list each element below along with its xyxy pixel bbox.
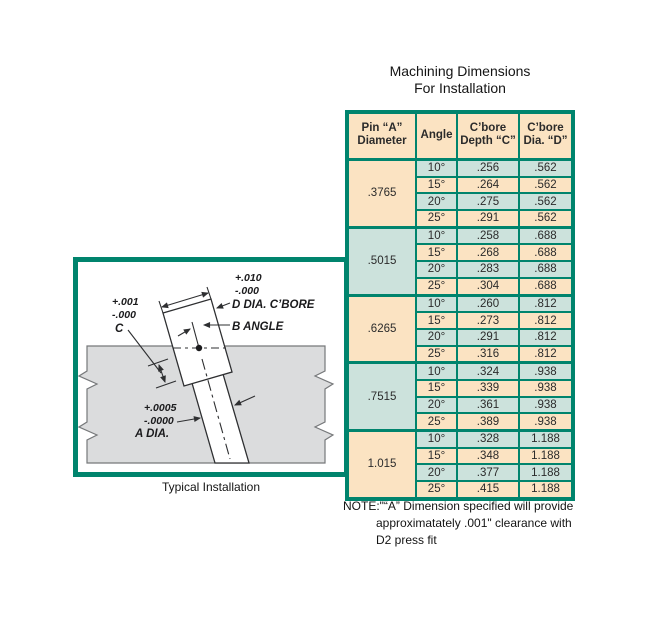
a-tolerance-plus: +.0005	[144, 402, 177, 414]
angle-cell: 20°	[416, 464, 457, 481]
header-diameter: Diameter	[357, 135, 407, 147]
machining-dimensions-table	[345, 110, 575, 501]
depth-cell: .283	[457, 261, 519, 278]
footnote	[343, 498, 605, 549]
depth-cell: .256	[457, 160, 519, 177]
angle-cell: 10°	[416, 295, 457, 312]
depth-cell: .324	[457, 363, 519, 380]
dia-cell: .562	[519, 160, 573, 177]
angle-cell: 20°	[416, 397, 457, 414]
depth-cell: .268	[457, 244, 519, 261]
angle-cell: 15°	[416, 177, 457, 194]
depth-cell: .304	[457, 278, 519, 295]
table-row	[347, 295, 573, 312]
d-tolerance-plus: +.010	[235, 272, 262, 284]
header-row	[347, 112, 573, 160]
angle-cell: 20°	[416, 193, 457, 210]
angle-cell: 25°	[416, 481, 457, 499]
c-label: C	[115, 323, 124, 335]
dia-cell: 1.188	[519, 448, 573, 465]
dia-cell: .938	[519, 363, 573, 380]
dia-cell: .812	[519, 295, 573, 312]
dia-cell: .688	[519, 244, 573, 261]
depth-cell: .264	[457, 177, 519, 194]
header-cbore-dia	[519, 112, 573, 160]
header-cbore-d: C’bore	[527, 122, 564, 134]
title-line2: For Installation	[414, 79, 506, 96]
d-tolerance-minus: -.000	[235, 285, 259, 297]
depth-cell: .361	[457, 397, 519, 414]
angle-cell: 15°	[416, 244, 457, 261]
dia-cell: .688	[519, 278, 573, 295]
pivot-dot	[196, 345, 202, 351]
depth-cell: .348	[457, 448, 519, 465]
angle-cell: 25°	[416, 210, 457, 227]
depth-cell: .275	[457, 193, 519, 210]
dia-cell: .938	[519, 380, 573, 397]
angle-cell: 25°	[416, 413, 457, 430]
table-title	[338, 63, 582, 96]
dia-cell: 1.188	[519, 481, 573, 499]
a-tolerance-minus: -.0000	[144, 415, 174, 427]
depth-cell: .291	[457, 329, 519, 346]
diameter-cell: 1.015	[347, 431, 416, 499]
angle-cell: 25°	[416, 278, 457, 295]
depth-cell: .291	[457, 210, 519, 227]
table-row	[347, 160, 573, 177]
diameter-cell: .7515	[347, 363, 416, 431]
angle-cell: 15°	[416, 448, 457, 465]
dia-cell: 1.188	[519, 464, 573, 481]
angle-cell: 10°	[416, 363, 457, 380]
header-depth-c: Depth “C”	[460, 135, 516, 147]
diameter-cell: .5015	[347, 227, 416, 295]
dia-cell: .938	[519, 413, 573, 430]
depth-cell: .316	[457, 346, 519, 363]
footnote-line3: D2 press fit	[376, 533, 437, 547]
diameter-cell: .3765	[347, 160, 416, 228]
header-cbore-depth	[457, 112, 519, 160]
dia-cell: .562	[519, 193, 573, 210]
diameter-cell: .6265	[347, 295, 416, 363]
depth-cell: .273	[457, 312, 519, 329]
c-tolerance-minus: -.000	[112, 309, 136, 321]
header-pin-a: Pin “A”	[361, 122, 403, 134]
header-angle: Angle	[416, 112, 457, 160]
dia-cell: .688	[519, 261, 573, 278]
header-dia-d: Dia. “D”	[523, 135, 568, 147]
angle-cell: 20°	[416, 261, 457, 278]
a-label: A DIA.	[135, 428, 170, 440]
footnote-line2: approximatately .001" clearance with	[376, 516, 572, 530]
header-cbore-c: C’bore	[469, 122, 507, 134]
dia-cell: .812	[519, 329, 573, 346]
dia-cell: .562	[519, 177, 573, 194]
dia-cell: .688	[519, 227, 573, 244]
dia-cell: .812	[519, 312, 573, 329]
angle-cell: 10°	[416, 431, 457, 448]
dia-cell: .562	[519, 210, 573, 227]
angle-cell: 25°	[416, 346, 457, 363]
angle-cell: 10°	[416, 160, 457, 177]
angle-cell: 20°	[416, 329, 457, 346]
depth-cell: .377	[457, 464, 519, 481]
table-row	[347, 363, 573, 380]
table-row	[347, 431, 573, 448]
angle-cell: 15°	[416, 380, 457, 397]
table-row	[347, 227, 573, 244]
installation-drawing	[78, 262, 344, 472]
title-line1: Machining Dimensions	[389, 63, 531, 79]
depth-cell: .258	[457, 227, 519, 244]
depth-cell: .339	[457, 380, 519, 397]
angle-cell: 10°	[416, 227, 457, 244]
installation-diagram	[73, 257, 349, 477]
dia-cell: .938	[519, 397, 573, 414]
b-label: B ANGLE	[232, 321, 284, 333]
depth-cell: .389	[457, 413, 519, 430]
dia-cell: 1.188	[519, 431, 573, 448]
diagram-caption: Typical Installation	[161, 480, 261, 494]
angle-cell: 15°	[416, 312, 457, 329]
d-leader-line	[217, 303, 230, 308]
depth-cell: .260	[457, 295, 519, 312]
d-label: D DIA. C’BORE	[232, 299, 315, 311]
header-pin-a-diameter	[347, 112, 416, 160]
c-tolerance-plus: +.001	[112, 296, 139, 308]
depth-cell: .328	[457, 431, 519, 448]
dia-cell: .812	[519, 346, 573, 363]
footnote-line1: NOTE:"“A” Dimension specified will provide	[343, 499, 574, 513]
depth-cell: .415	[457, 481, 519, 499]
